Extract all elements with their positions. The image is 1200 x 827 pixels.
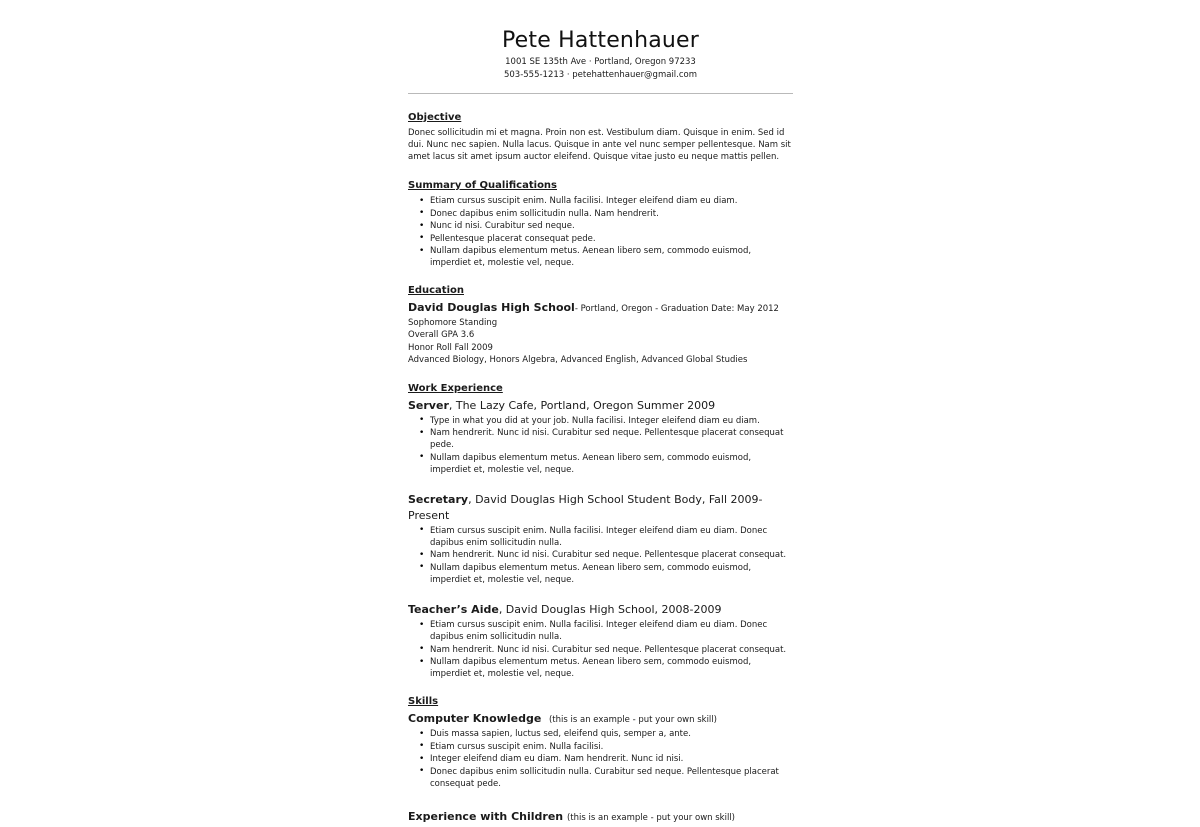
education-entry-heading	[408, 300, 793, 316]
skill-group-note: (this is an example - put your own skill)	[548, 715, 717, 726]
list-item: • Duis massa sapien, luctus sed, eleifend quis, semper a, ante.	[408, 728, 793, 740]
list-item: • Integer eleifend diam eu diam. Nam hendrerit. Nunc id nisi.	[408, 753, 793, 765]
summary-heading-wrap	[408, 171, 793, 195]
job-title: Server	[408, 398, 449, 412]
skill-group	[408, 809, 793, 825]
education-detail: Honor Roll Fall 2009	[408, 342, 493, 353]
section-summary	[408, 171, 793, 269]
skills-heading-wrap	[408, 687, 793, 711]
list-item: • Etiam cursus suscipit enim. Nulla facilisi. Integer eleifend diam eu diam.	[408, 195, 793, 207]
skills-heading: Skills	[408, 696, 439, 708]
list-item: • Nam hendrerit. Nunc id nisi. Curabitur sed neque. Pellentesque placerat consequat pede.	[408, 427, 793, 451]
education-heading-wrap	[408, 276, 793, 300]
objective-heading: Objective	[408, 111, 462, 123]
work-heading-wrap	[408, 374, 793, 398]
list-item: • Nam hendrerit. Nunc id nisi. Curabitur sed neque. Pellentesque placerat consequat.	[408, 644, 793, 656]
job-detail: , The Lazy Cafe, Portland, Oregon Summer 2009	[448, 398, 716, 412]
work-bullet-list	[408, 619, 793, 680]
contact-line: 503-555-1213 · petehattenhauer@gmail.com	[503, 69, 698, 80]
school-name: David Douglas High School	[408, 301, 575, 315]
skill-group-heading	[408, 711, 793, 727]
work-entry-heading	[408, 492, 793, 524]
entry-spacer	[408, 797, 793, 809]
list-item: • Donec dapibus enim sollicitudin nulla. Nam hendrerit.	[408, 208, 793, 220]
job-detail: , David Douglas High School, 2008-2009	[498, 603, 722, 617]
education-detail: Sophomore Standing	[408, 318, 498, 329]
job-title: Secretary	[408, 492, 469, 506]
work-entry	[408, 602, 793, 680]
work-experience-heading: Work Experience	[408, 382, 503, 394]
skill-group-note: (this is an example - put your own skill)	[566, 813, 735, 824]
skill-group-name: Experience with Children	[408, 810, 564, 824]
list-item: • Etiam cursus suscipit enim. Nulla facilisi. Integer eleifend diam eu diam. Donec dapibus enim sollicitudin nulla.	[408, 619, 793, 643]
skill-group	[408, 711, 793, 790]
education-detail: Advanced Biology, Honors Algebra, Advanced English, Advanced Global Studies	[408, 354, 748, 365]
section-education	[408, 276, 793, 365]
skill-bullet-list	[408, 728, 793, 790]
section-work-experience	[408, 374, 793, 681]
summary-heading: Summary of Qualifications	[408, 180, 558, 192]
list-item: • Nullam dapibus elementum metus. Aenean libero sem, commodo euismod, imperdiet et, molestie vel, neque.	[408, 562, 793, 586]
section-objective	[408, 103, 793, 163]
list-item: • Nam hendrerit. Nunc id nisi. Curabitur sed neque. Pellentesque placerat consequat.	[408, 549, 793, 561]
job-detail: , David Douglas High School Student Body, Fall 2009-Present	[408, 492, 763, 522]
education-detail: Overall GPA 3.6	[408, 330, 475, 341]
list-item: • Nunc id nisi. Curabitur sed neque.	[408, 220, 793, 232]
list-item: • Donec dapibus enim sollicitudin nulla. Curabitur sed neque. Pellentesque placerat consequat pede.	[408, 766, 793, 790]
resume-header	[408, 0, 793, 81]
list-item: • Nullam dapibus elementum metus. Aenean libero sem, commodo euismod, imperdiet et, molestie vel, neque.	[408, 245, 793, 269]
list-item: • Type in what you did at your job. Nulla facilisi. Integer eleifend diam eu diam.	[408, 415, 793, 427]
objective-body: Donec sollicitudin mi et magna. Proin non est. Vestibulum diam. Quisque in enim. Sed id dui. Nunc nec sapien. Nulla lacus. Quisque in ante vel nunc semper pellentesque. Nam sit amet lacus sit amet ipsum auctor eleifend. Quisque vitae justo eu neque mattis pellen.	[408, 127, 791, 163]
address-line: 1001 SE 135th Ave · Portland, Oregon 97233	[505, 57, 696, 68]
work-entry-heading	[408, 602, 793, 618]
skill-group-heading	[408, 809, 793, 825]
skill-group-name: Computer Knowledge	[408, 712, 542, 726]
summary-bullet-list	[408, 195, 793, 269]
entry-spacer	[408, 593, 793, 602]
work-entry	[408, 492, 793, 586]
work-entry	[408, 398, 793, 476]
work-entry-heading	[408, 398, 793, 414]
objective-heading-wrap	[408, 103, 793, 127]
education-heading: Education	[408, 285, 464, 297]
work-bullet-list	[408, 415, 793, 476]
list-item: • Nullam dapibus elementum metus. Aenean libero sem, commodo euismod, imperdiet et, molestie vel, neque.	[408, 452, 793, 476]
candidate-name: Pete Hattenhauer	[501, 28, 700, 53]
list-item: • Etiam cursus suscipit enim. Nulla facilisi.	[408, 741, 793, 753]
work-bullet-list	[408, 525, 793, 586]
entry-spacer	[408, 483, 793, 492]
resume-document	[408, 0, 793, 827]
list-item: • Nullam dapibus elementum metus. Aenean libero sem, commodo euismod, imperdiet et, molestie vel, neque.	[408, 656, 793, 680]
list-item: • Pellentesque placerat consequat pede.	[408, 233, 793, 245]
list-item: • Etiam cursus suscipit enim. Nulla facilisi. Integer eleifend diam eu diam. Donec dapibus enim sollicitudin nulla.	[408, 525, 793, 549]
section-skills	[408, 687, 793, 825]
header-divider	[408, 93, 793, 94]
job-title: Teacher’s Aide	[408, 603, 499, 617]
school-detail: - Portland, Oregon - Graduation Date: May 2012	[574, 304, 779, 315]
